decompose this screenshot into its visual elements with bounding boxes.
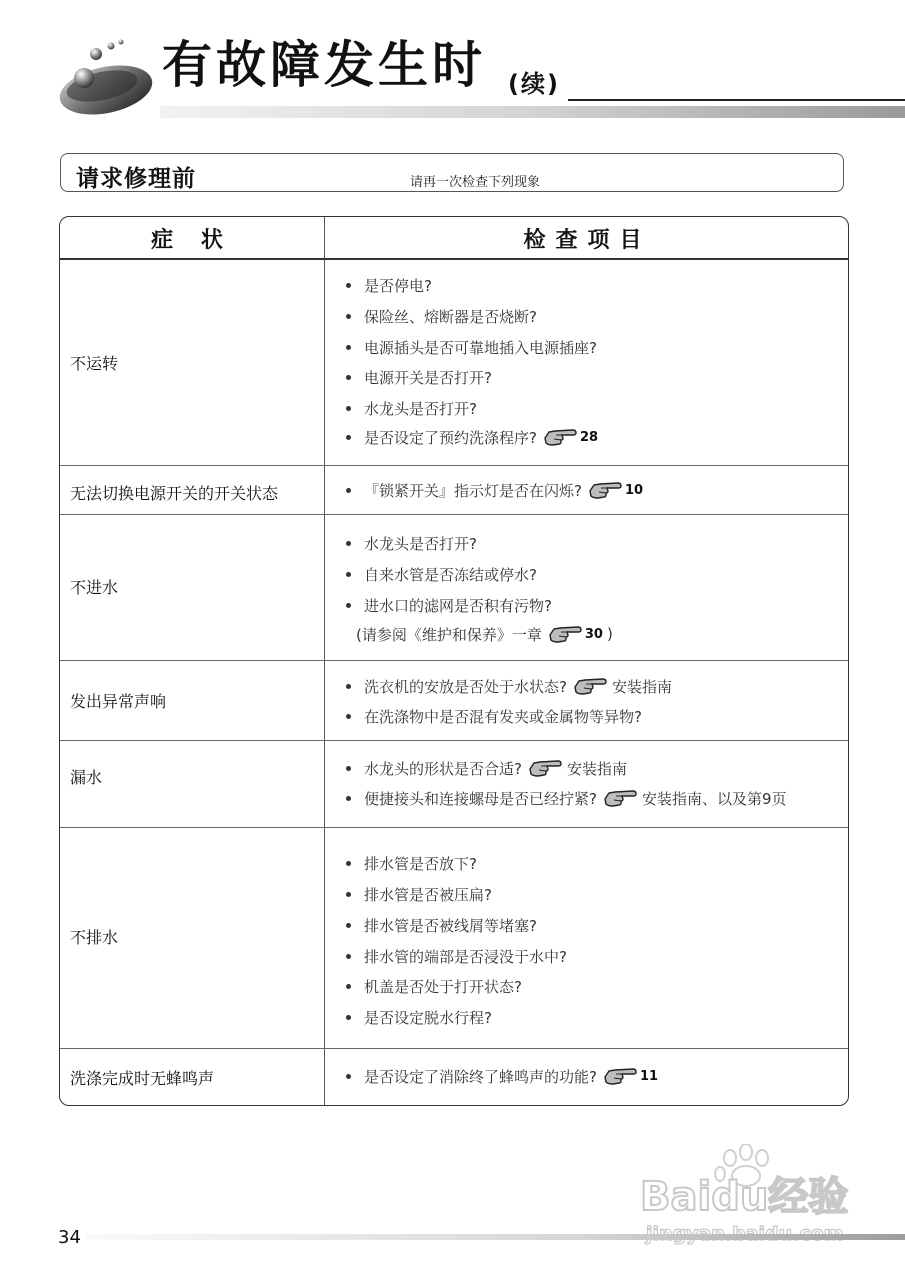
bullet-icon [346, 406, 351, 411]
check-item: 在洗涤物中是否混有发夹或金属物等异物? [346, 706, 642, 727]
row-divider [60, 465, 848, 466]
symptom-label: 发出异常声响 [70, 692, 167, 711]
row-divider [60, 740, 848, 741]
footer-gradient-bar [86, 1234, 905, 1240]
bullet-icon [346, 714, 351, 719]
pointing-hand-icon [603, 1065, 637, 1087]
pointing-hand-icon [528, 757, 562, 779]
pointing-hand-icon [548, 623, 582, 645]
bullet-icon [346, 435, 351, 440]
svg-text:Baidu经验: Baidu经验 [640, 1174, 849, 1220]
bullet-icon [346, 954, 351, 959]
bullet-icon [346, 984, 351, 989]
check-item: 自来水管是否冻结或停水? [346, 564, 537, 585]
bullet-icon [346, 541, 351, 546]
baidu-jingyan-watermark [628, 1144, 858, 1248]
check-item: 电源插头是否可靠地插入电源插座? [346, 337, 597, 358]
bullet-icon [346, 603, 351, 608]
check-item: 排水管的端部是否浸没于水中? [346, 946, 567, 967]
page-subtitle: (续) [508, 70, 560, 98]
page-reference: 30 [584, 626, 603, 642]
check-item: 保险丝、熔断器是否烧断? [346, 306, 537, 327]
page-title: 有故障发生时 [162, 36, 486, 94]
title-logo-icon [56, 34, 156, 116]
title-underline [568, 99, 905, 101]
bullet-icon [346, 345, 351, 350]
check-item: 机盖是否处于打开状态? [346, 976, 522, 997]
title-gradient-bar [160, 106, 905, 118]
page-number: 34 [58, 1227, 81, 1248]
bullet-icon [346, 488, 351, 493]
pointing-hand-icon [588, 479, 622, 501]
section-title: 请求修理前 [76, 166, 196, 192]
row-divider [60, 827, 848, 828]
check-item: 水龙头的形状是否合适? 安装指南 [346, 757, 627, 779]
bullet-icon [346, 923, 351, 928]
reference-text: 安装指南 [566, 759, 627, 778]
header-divider [60, 258, 848, 260]
check-item: 便捷接头和连接螺母是否已经拧紧? 安装指南、以及第9页 [346, 787, 787, 809]
page-reference: 11 [639, 1068, 659, 1084]
bullet-icon [346, 861, 351, 866]
check-note: (请参阅《维护和保养》一章 30 ) [356, 625, 613, 644]
check-item: 排水管是否被压扁? [346, 884, 492, 905]
symptom-label: 不进水 [70, 578, 119, 597]
bullet-icon [346, 1074, 351, 1079]
row-divider [60, 660, 848, 661]
column-header-symptom: 症 状 [151, 227, 233, 253]
symptom-label: 不排水 [70, 928, 119, 947]
symptom-label: 洗涤完成时无蜂鸣声 [70, 1069, 215, 1088]
section-note: 请再一次检查下列现象 [410, 175, 541, 190]
bullet-icon [346, 1015, 351, 1020]
check-item: 进水口的滤网是否积有污物? [346, 595, 552, 616]
bullet-icon [346, 572, 351, 577]
symptom-label: 不运转 [70, 354, 119, 373]
page-reference: 10 [624, 482, 644, 498]
row-divider [60, 1048, 848, 1049]
check-item: 洗衣机的安放是否处于水状态? 安装指南 [346, 675, 672, 697]
pointing-hand-icon [603, 787, 637, 809]
pointing-hand-icon [573, 675, 607, 697]
reference-text: 安装指南、以及第9页 [641, 789, 787, 808]
check-item: 是否设定了消除终了蜂鸣声的功能? 11 [346, 1065, 658, 1087]
check-item: 『锁紧开关』指示灯是否在闪烁? 10 [346, 479, 643, 501]
check-item: 是否设定脱水行程? [346, 1007, 492, 1028]
bullet-icon [346, 766, 351, 771]
bullet-icon [346, 283, 351, 288]
check-item: 是否设定了预约洗涤程序? 28 [346, 426, 598, 448]
check-item: 水龙头是否打开? [346, 398, 477, 419]
check-item: 水龙头是否打开? [346, 533, 477, 554]
symptom-label: 无法切换电源开关的开关状态 [70, 484, 279, 503]
check-item: 电源开关是否打开? [346, 367, 492, 388]
bullet-icon [346, 684, 351, 689]
reference-text: 安装指南 [611, 677, 672, 696]
bullet-icon [346, 375, 351, 380]
bullet-icon [346, 892, 351, 897]
column-header-check: 检查项目 [523, 227, 652, 253]
bullet-icon [346, 314, 351, 319]
symptom-label: 漏水 [70, 768, 103, 787]
pointing-hand-icon [543, 426, 577, 448]
check-item: 排水管是否放下? [346, 853, 477, 874]
bullet-icon [346, 796, 351, 801]
row-divider [60, 514, 848, 515]
check-item: 是否停电? [346, 275, 432, 296]
page-reference: 28 [579, 429, 599, 445]
troubleshooting-table [59, 216, 849, 1106]
check-item: 排水管是否被线屑等堵塞? [346, 915, 537, 936]
